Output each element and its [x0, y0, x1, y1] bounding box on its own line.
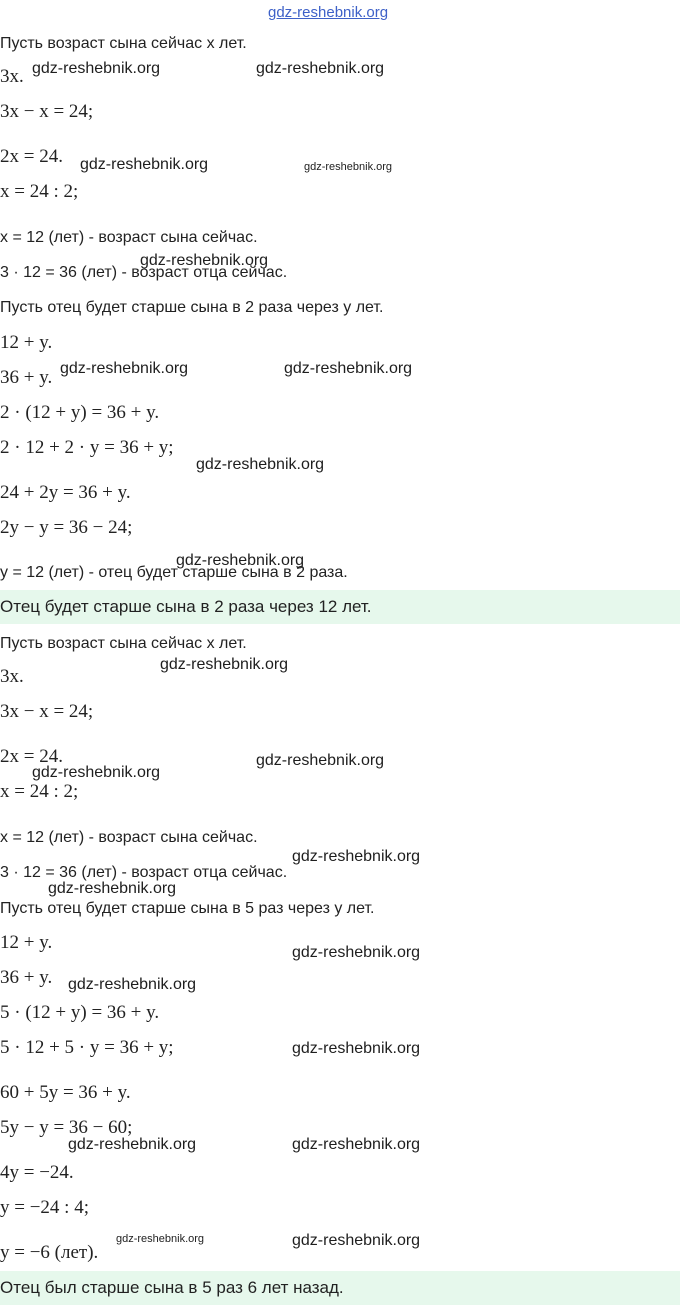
- watermark: gdz-reshebnik.org: [292, 1136, 421, 1153]
- math-line: x = 24 : 2;: [0, 781, 79, 802]
- math-line: 12 + y.: [0, 332, 53, 353]
- watermark: gdz-reshebnik.org: [80, 156, 209, 173]
- math-line: 5 · 12 + 5 · y = 36 + y;: [0, 1037, 174, 1058]
- answer-box-2: [0, 1271, 680, 1305]
- answer-box-1: [0, 590, 680, 624]
- watermark: gdz-reshebnik.org: [116, 1233, 205, 1245]
- watermark: gdz-reshebnik.org: [160, 656, 289, 673]
- watermark: gdz-reshebnik.org: [68, 1136, 197, 1153]
- watermark: gdz-reshebnik.org: [292, 944, 421, 961]
- math-line: 2 · (12 + y) = 36 + y.: [0, 402, 160, 423]
- answer-text: Отец был старше сына в 5 раз 6 лет назад.: [0, 1278, 344, 1297]
- math-line: 2 · 12 + 2 · y = 36 + y;: [0, 437, 174, 458]
- solution-line: 3 · 12 = 36 (лет) - возраст отца сейчас.: [0, 864, 288, 881]
- math-line: 36 + y.: [0, 967, 53, 988]
- watermark-header: gdz-reshebnik.org: [268, 4, 389, 21]
- math-line: 2y − y = 36 − 24;: [0, 517, 133, 538]
- math-line: y = −24 : 4;: [0, 1197, 89, 1218]
- watermark: gdz-reshebnik.org: [292, 1232, 421, 1249]
- math-line: 3x.: [0, 66, 24, 87]
- solution-line: Пусть отец будет старше сына в 5 раз через y лет.: [0, 900, 375, 917]
- math-line: 24 + 2y = 36 + y.: [0, 482, 131, 503]
- math-line: 2x = 24.: [0, 746, 63, 767]
- math-line: 3x.: [0, 666, 24, 687]
- solution-line: Пусть возраст сына сейчас x лет.: [0, 35, 247, 52]
- solution-line: x = 12 (лет) - возраст сына сейчас.: [0, 829, 258, 846]
- watermark: gdz-reshebnik.org: [32, 764, 161, 781]
- solution-line: 3 · 12 = 36 (лет) - возраст отца сейчас.: [0, 264, 288, 281]
- watermark: gdz-reshebnik.org: [256, 60, 385, 77]
- math-line: 2x = 24.: [0, 146, 63, 167]
- solution-line: y = 12 (лет) - отец будет старше сына в 2 раза.: [0, 564, 348, 581]
- math-line: 12 + y.: [0, 932, 53, 953]
- watermark: gdz-reshebnik.org: [256, 752, 385, 769]
- solution-line: Пусть отец будет старше сына в 2 раза через y лет.: [0, 299, 384, 316]
- answer-text: Отец будет старше сына в 2 раза через 12 лет.: [0, 597, 372, 616]
- watermark: gdz-reshebnik.org: [48, 880, 177, 897]
- solution-line: x = 12 (лет) - возраст сына сейчас.: [0, 229, 258, 246]
- math-line: 3x − x = 24;: [0, 101, 94, 122]
- watermark: gdz-reshebnik.org: [284, 360, 413, 377]
- math-line: 4y = −24.: [0, 1162, 74, 1183]
- math-line: 5y − y = 36 − 60;: [0, 1117, 133, 1138]
- math-line: 36 + y.: [0, 367, 53, 388]
- math-line: 60 + 5y = 36 + y.: [0, 1082, 131, 1103]
- solution-line: Пусть возраст сына сейчас x лет.: [0, 635, 247, 652]
- math-line: 5 · (12 + y) = 36 + y.: [0, 1002, 160, 1023]
- watermark: gdz-reshebnik.org: [176, 552, 305, 569]
- math-line: 3x − x = 24;: [0, 701, 94, 722]
- watermark: gdz-reshebnik.org: [196, 456, 325, 473]
- watermark: gdz-reshebnik.org: [32, 60, 161, 77]
- watermark: gdz-reshebnik.org: [304, 161, 393, 173]
- math-line: y = −6 (лет).: [0, 1242, 99, 1263]
- watermark: gdz-reshebnik.org: [60, 360, 189, 377]
- watermark: gdz-reshebnik.org: [68, 976, 197, 993]
- watermark: gdz-reshebnik.org: [140, 252, 269, 269]
- watermark: gdz-reshebnik.org: [292, 848, 421, 865]
- math-line: x = 24 : 2;: [0, 181, 79, 202]
- watermark: gdz-reshebnik.org: [292, 1040, 421, 1057]
